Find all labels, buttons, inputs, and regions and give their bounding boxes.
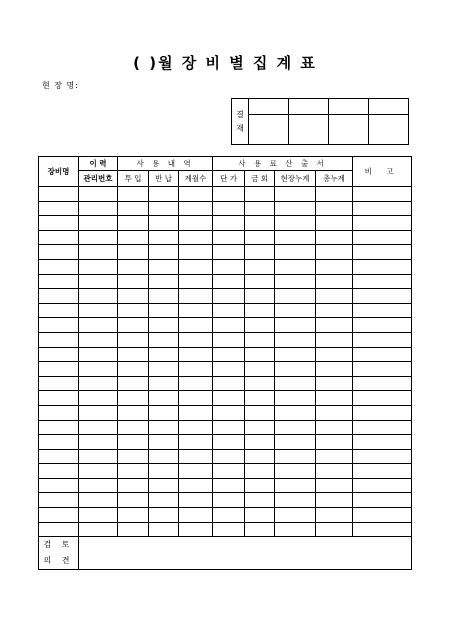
table-cell[interactable] (275, 303, 316, 318)
table-cell[interactable] (118, 347, 149, 362)
table-cell[interactable] (245, 478, 275, 493)
table-cell[interactable] (179, 318, 213, 333)
table-cell[interactable] (118, 464, 149, 479)
table-cell[interactable] (39, 508, 79, 523)
table-cell[interactable] (275, 245, 316, 260)
table-cell[interactable] (353, 216, 412, 231)
table-cell[interactable] (179, 376, 213, 391)
table-cell[interactable] (353, 245, 412, 260)
table-cell[interactable] (149, 405, 179, 420)
table-cell[interactable] (149, 347, 179, 362)
table-cell[interactable] (118, 332, 149, 347)
approval-box (231, 98, 409, 145)
table-cell[interactable] (179, 201, 213, 216)
table-cell[interactable] (275, 201, 316, 216)
table-cell[interactable] (316, 230, 353, 245)
table-cell[interactable] (316, 420, 353, 435)
table-cell[interactable] (179, 187, 213, 202)
table-cell[interactable] (39, 449, 79, 464)
table-row (39, 376, 412, 391)
table-cell[interactable] (316, 245, 353, 260)
table-cell[interactable] (39, 187, 79, 202)
table-cell[interactable] (179, 259, 213, 274)
review-opinion-field[interactable] (79, 537, 412, 570)
table-cell[interactable] (149, 478, 179, 493)
table-cell[interactable] (118, 420, 149, 435)
table-cell[interactable] (275, 391, 316, 406)
table-cell[interactable] (39, 391, 79, 406)
table-row (39, 522, 412, 537)
table-cell[interactable] (245, 201, 275, 216)
table-cell[interactable] (316, 376, 353, 391)
table-cell[interactable] (316, 332, 353, 347)
table-cell[interactable] (213, 332, 245, 347)
table-cell[interactable] (118, 449, 149, 464)
table-cell[interactable] (353, 478, 412, 493)
table-cell[interactable] (79, 289, 118, 304)
header-usage-months: 계월수 (179, 171, 213, 187)
table-cell[interactable] (353, 435, 412, 450)
header-remarks: 비 고 (353, 157, 412, 187)
table-cell[interactable] (118, 289, 149, 304)
table-row (39, 332, 412, 347)
table-cell[interactable] (179, 391, 213, 406)
table-cell[interactable] (245, 449, 275, 464)
table-cell[interactable] (213, 303, 245, 318)
approval-label-line2: 재 (236, 123, 244, 133)
table-cell[interactable] (79, 201, 118, 216)
table-row (39, 508, 412, 523)
table-cell[interactable] (213, 187, 245, 202)
table-body (39, 187, 412, 537)
table-cell[interactable] (245, 347, 275, 362)
header-usage-input: 투 입 (118, 171, 149, 187)
table-cell[interactable] (316, 435, 353, 450)
table-cell[interactable] (213, 289, 245, 304)
table-cell[interactable] (275, 216, 316, 231)
table-cell[interactable] (79, 245, 118, 260)
table-cell[interactable] (213, 449, 245, 464)
table-cell[interactable] (118, 216, 149, 231)
table-cell[interactable] (353, 376, 412, 391)
approval-title-cell[interactable] (289, 99, 329, 115)
header-fee-group: 사 용 료 산 출 서 (213, 157, 353, 171)
table-cell[interactable] (213, 201, 245, 216)
approval-label-line1: 결 (236, 109, 244, 119)
table-cell[interactable] (275, 449, 316, 464)
page-title: ( )월 장 비 별 집 계 표 (133, 54, 317, 72)
table-cell[interactable] (149, 187, 179, 202)
table-row (39, 216, 412, 231)
table-cell[interactable] (353, 493, 412, 508)
table-cell[interactable] (79, 478, 118, 493)
table-cell[interactable] (213, 508, 245, 523)
table-cell[interactable] (353, 303, 412, 318)
table-cell[interactable] (213, 376, 245, 391)
table-cell[interactable] (79, 464, 118, 479)
table-cell[interactable] (149, 391, 179, 406)
table-cell[interactable] (149, 216, 179, 231)
table-cell[interactable] (149, 318, 179, 333)
table-cell[interactable] (245, 376, 275, 391)
table-cell[interactable] (39, 318, 79, 333)
table-cell[interactable] (316, 259, 353, 274)
table-cell[interactable] (275, 274, 316, 289)
table-cell[interactable] (149, 230, 179, 245)
table-cell[interactable] (118, 318, 149, 333)
table-cell[interactable] (316, 201, 353, 216)
table-cell[interactable] (179, 289, 213, 304)
table-cell[interactable] (275, 289, 316, 304)
table-cell[interactable] (213, 259, 245, 274)
table-cell[interactable] (275, 230, 316, 245)
table-cell[interactable] (149, 289, 179, 304)
table-row (39, 435, 412, 450)
table-cell[interactable] (245, 435, 275, 450)
table-cell[interactable] (79, 391, 118, 406)
table-cell[interactable] (353, 289, 412, 304)
table-cell[interactable] (179, 332, 213, 347)
approval-signature-cell[interactable] (369, 115, 409, 145)
equipment-summary-table (38, 156, 412, 570)
table-cell[interactable] (118, 508, 149, 523)
table-cell[interactable] (316, 391, 353, 406)
table-cell[interactable] (353, 230, 412, 245)
table-cell[interactable] (179, 245, 213, 260)
table-cell[interactable] (179, 464, 213, 479)
table-cell[interactable] (79, 303, 118, 318)
table-cell[interactable] (245, 274, 275, 289)
table-cell[interactable] (39, 420, 79, 435)
table-cell[interactable] (316, 478, 353, 493)
table-cell[interactable] (149, 493, 179, 508)
table-cell[interactable] (118, 362, 149, 377)
table-cell[interactable] (118, 435, 149, 450)
table-cell[interactable] (149, 332, 179, 347)
table-cell[interactable] (245, 259, 275, 274)
table-cell[interactable] (149, 303, 179, 318)
table-cell[interactable] (79, 362, 118, 377)
table-cell[interactable] (245, 187, 275, 202)
table-cell[interactable] (353, 405, 412, 420)
table-cell[interactable] (316, 216, 353, 231)
table-cell[interactable] (39, 201, 79, 216)
table-cell[interactable] (149, 259, 179, 274)
table-cell[interactable] (39, 216, 79, 231)
table-cell[interactable] (179, 435, 213, 450)
table-cell[interactable] (353, 332, 412, 347)
table-cell[interactable] (79, 332, 118, 347)
table-row (39, 318, 412, 333)
table-cell[interactable] (79, 449, 118, 464)
table-cell[interactable] (353, 522, 412, 537)
table-cell[interactable] (118, 522, 149, 537)
header-fee-unit-price: 단 가 (213, 171, 245, 187)
table-cell[interactable] (245, 245, 275, 260)
table-cell[interactable] (79, 522, 118, 537)
table-cell[interactable] (245, 464, 275, 479)
table-cell[interactable] (213, 230, 245, 245)
table-cell[interactable] (149, 201, 179, 216)
table-cell[interactable] (179, 522, 213, 537)
table-cell[interactable] (79, 230, 118, 245)
table-cell[interactable] (118, 245, 149, 260)
table-row (39, 449, 412, 464)
table-cell[interactable] (275, 493, 316, 508)
header-usage-group: 사 용 내 역 (118, 157, 213, 171)
table-cell[interactable] (275, 478, 316, 493)
table-row (39, 493, 412, 508)
table-cell[interactable] (316, 405, 353, 420)
header-history-line2: 관리번호 (79, 171, 118, 187)
table-cell[interactable] (39, 274, 79, 289)
table-cell[interactable] (275, 318, 316, 333)
table-cell[interactable] (39, 362, 79, 377)
table-cell[interactable] (245, 493, 275, 508)
table-cell[interactable] (213, 522, 245, 537)
review-label-line2: 의 견 (43, 556, 74, 566)
table-cell[interactable] (118, 201, 149, 216)
table-cell[interactable] (213, 420, 245, 435)
table-cell[interactable] (245, 318, 275, 333)
table-cell[interactable] (39, 435, 79, 450)
table-cell[interactable] (275, 435, 316, 450)
header-fee-site-total: 현장누계 (275, 171, 316, 187)
table-cell[interactable] (353, 362, 412, 377)
table-cell[interactable] (179, 449, 213, 464)
table-cell[interactable] (275, 362, 316, 377)
table-cell[interactable] (39, 259, 79, 274)
table-cell[interactable] (353, 347, 412, 362)
table-cell[interactable] (39, 464, 79, 479)
table-cell[interactable] (213, 274, 245, 289)
table-row (39, 201, 412, 216)
table-cell[interactable] (79, 508, 118, 523)
table-cell[interactable] (316, 522, 353, 537)
table-cell[interactable] (149, 464, 179, 479)
table-cell[interactable] (353, 391, 412, 406)
table-cell[interactable] (79, 187, 118, 202)
table-cell[interactable] (275, 420, 316, 435)
table-row (39, 303, 412, 318)
table-cell[interactable] (245, 332, 275, 347)
approval-label (232, 99, 249, 145)
table-cell[interactable] (179, 508, 213, 523)
table-cell[interactable] (275, 347, 316, 362)
table-cell[interactable] (149, 274, 179, 289)
table-cell[interactable] (316, 493, 353, 508)
table-cell[interactable] (179, 493, 213, 508)
table-cell[interactable] (149, 420, 179, 435)
table-cell[interactable] (118, 391, 149, 406)
table-cell[interactable] (353, 274, 412, 289)
table-cell[interactable] (213, 478, 245, 493)
table-cell[interactable] (39, 303, 79, 318)
table-cell[interactable] (179, 420, 213, 435)
table-cell[interactable] (79, 318, 118, 333)
header-equipment-name: 장비명 (39, 157, 79, 187)
table-cell[interactable] (275, 332, 316, 347)
table-cell[interactable] (353, 259, 412, 274)
table-cell[interactable] (353, 420, 412, 435)
table-cell[interactable] (149, 245, 179, 260)
table-cell[interactable] (353, 187, 412, 202)
table-cell[interactable] (213, 362, 245, 377)
header-fee-grand-total: 총누계 (316, 171, 353, 187)
table-cell[interactable] (213, 318, 245, 333)
table-cell[interactable] (245, 230, 275, 245)
table-cell[interactable] (39, 289, 79, 304)
table-cell[interactable] (179, 478, 213, 493)
table-cell[interactable] (316, 508, 353, 523)
table-cell[interactable] (39, 376, 79, 391)
table-cell[interactable] (79, 420, 118, 435)
table-cell[interactable] (39, 332, 79, 347)
table-cell[interactable] (39, 493, 79, 508)
table-cell[interactable] (39, 347, 79, 362)
table-cell[interactable] (316, 449, 353, 464)
table-cell[interactable] (275, 508, 316, 523)
table-row (39, 347, 412, 362)
table-cell[interactable] (118, 493, 149, 508)
table-cell[interactable] (213, 493, 245, 508)
table-row (39, 230, 412, 245)
table-cell[interactable] (353, 508, 412, 523)
table-cell[interactable] (353, 464, 412, 479)
table-cell[interactable] (245, 391, 275, 406)
table-cell[interactable] (275, 464, 316, 479)
table-cell[interactable] (316, 318, 353, 333)
table-cell[interactable] (245, 289, 275, 304)
table-cell[interactable] (118, 478, 149, 493)
header-usage-return: 반 납 (149, 171, 179, 187)
table-cell[interactable] (213, 245, 245, 260)
table-cell[interactable] (213, 405, 245, 420)
table-cell[interactable] (39, 230, 79, 245)
table-row (39, 391, 412, 406)
approval-signature-cell[interactable] (289, 115, 329, 145)
table-row (39, 478, 412, 493)
table-cell[interactable] (179, 230, 213, 245)
table-row (39, 187, 412, 202)
table-cell[interactable] (39, 522, 79, 537)
table-cell[interactable] (245, 362, 275, 377)
table-cell[interactable] (39, 405, 79, 420)
table-cell[interactable] (179, 362, 213, 377)
table-cell[interactable] (79, 405, 118, 420)
table-cell[interactable] (149, 376, 179, 391)
table-cell[interactable] (149, 449, 179, 464)
table-cell[interactable] (79, 274, 118, 289)
table-cell[interactable] (118, 376, 149, 391)
table-cell[interactable] (316, 347, 353, 362)
table-row (39, 420, 412, 435)
table-cell[interactable] (275, 187, 316, 202)
table-cell[interactable] (79, 347, 118, 362)
table-cell[interactable] (275, 405, 316, 420)
table-cell[interactable] (79, 376, 118, 391)
table-cell[interactable] (275, 259, 316, 274)
table-cell[interactable] (79, 259, 118, 274)
site-name-label: 현 장 명: (42, 81, 79, 90)
table-cell[interactable] (213, 347, 245, 362)
table-cell[interactable] (79, 493, 118, 508)
table-cell[interactable] (316, 289, 353, 304)
review-label (39, 537, 79, 570)
review-label-line1: 검 토 (43, 540, 74, 550)
approval-title-cell[interactable] (369, 99, 409, 115)
table-cell[interactable] (149, 508, 179, 523)
table-cell[interactable] (179, 274, 213, 289)
table-cell[interactable] (118, 187, 149, 202)
table-cell[interactable] (316, 464, 353, 479)
table-row (39, 289, 412, 304)
table-cell[interactable] (179, 216, 213, 231)
table-cell[interactable] (213, 435, 245, 450)
table-cell[interactable] (316, 274, 353, 289)
table-cell[interactable] (118, 274, 149, 289)
approval-signature-cell[interactable] (329, 115, 369, 145)
table-cell[interactable] (79, 216, 118, 231)
table-cell[interactable] (245, 522, 275, 537)
table-cell[interactable] (316, 362, 353, 377)
header-fee-this-time: 금 회 (245, 171, 275, 187)
table-cell[interactable] (275, 522, 316, 537)
table-cell[interactable] (213, 464, 245, 479)
table-cell[interactable] (245, 420, 275, 435)
table-cell[interactable] (213, 391, 245, 406)
table-cell[interactable] (149, 435, 179, 450)
table-row (39, 245, 412, 260)
table-row (39, 274, 412, 289)
table-cell[interactable] (353, 318, 412, 333)
table-cell[interactable] (179, 405, 213, 420)
table-cell[interactable] (353, 449, 412, 464)
table-cell[interactable] (245, 405, 275, 420)
table-cell[interactable] (213, 216, 245, 231)
table-cell[interactable] (149, 362, 179, 377)
table-cell[interactable] (39, 245, 79, 260)
table-cell[interactable] (245, 303, 275, 318)
table-cell[interactable] (118, 405, 149, 420)
header-history-line1: 이 력 (79, 157, 118, 171)
table-row (39, 362, 412, 377)
table-cell[interactable] (275, 376, 316, 391)
table-cell[interactable] (353, 201, 412, 216)
approval-title-cell[interactable] (329, 99, 369, 115)
table-cell[interactable] (245, 216, 275, 231)
table-cell[interactable] (118, 303, 149, 318)
table-row (39, 405, 412, 420)
table-cell[interactable] (79, 435, 118, 450)
table-cell[interactable] (179, 347, 213, 362)
table-cell[interactable] (118, 259, 149, 274)
table-row (39, 259, 412, 274)
table-cell[interactable] (316, 303, 353, 318)
table-cell[interactable] (39, 478, 79, 493)
approval-title-cell[interactable] (249, 99, 289, 115)
table-cell[interactable] (245, 508, 275, 523)
table-row (39, 464, 412, 479)
table-cell[interactable] (179, 303, 213, 318)
table-cell[interactable] (316, 187, 353, 202)
table-cell[interactable] (118, 230, 149, 245)
table-cell[interactable] (149, 522, 179, 537)
approval-signature-cell[interactable] (249, 115, 289, 145)
